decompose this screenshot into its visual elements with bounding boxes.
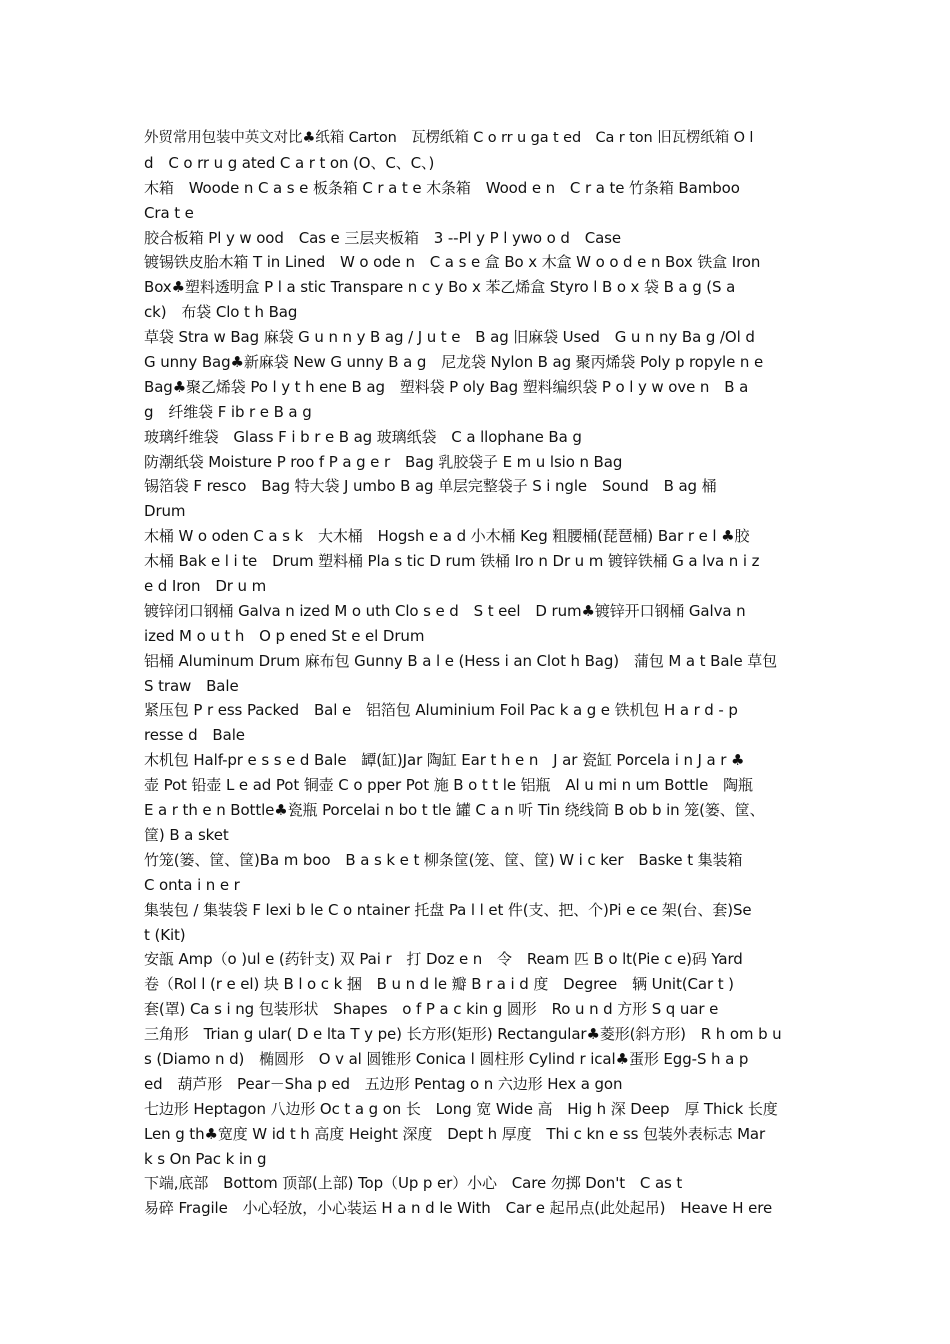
text-line: 镀锌闭口钢桶 Galva n ized M o uth Clo s e d S t eel D rum♣镀锌开口钢桶 Galva n [144, 601, 746, 620]
text-line: g 纤维袋 F ib r e B a g [144, 402, 312, 421]
text-line: S traw Bale [144, 676, 239, 695]
text-line: d C o rr u g ated C a r t on (O、C、C、) [144, 153, 435, 172]
text-line: C onta i n e r [144, 875, 240, 894]
text-line: 锡箔袋 F resco Bag 特大袋 J umbo B ag 单层完整袋子 S i ngle Sound B ag 桶 [144, 477, 717, 496]
text-line: 紧压包 P r ess Packed Bal e 铝箔包 Aluminium Foil Pac k a g e 铁机包 H a r d - p [144, 701, 738, 720]
text-line: 套(罩) Ca s i ng 包装形状 Shapes o f P a c kin g 圆形 Ro u n d 方形 S q uar e [144, 1000, 719, 1019]
text-line: 木机包 Half-pr e s s e d Bale 罈(缸)Jar 陶缸 Ear t h e n J ar 瓷缸 Porcela i n J a r ♣ [144, 751, 745, 770]
text-line: Drum [144, 502, 186, 521]
text-line: 外贸常用包装中英文对比♣纸箱 Carton 瓦楞纸箱 C o rr u ga t ed Ca r ton 旧瓦楞纸箱 O l [144, 130, 754, 146]
text-line: E a r th e n Bottle♣瓷瓶 Porcelai n bo t tle 罐 C a n 听 Tin 绕线筒 B ob b in 笼(篓、筐、 [144, 801, 765, 820]
text-line: 下端,底部 Bottom 顶部(上部) Top（Up p er）小心 Care 勿掷 Don't C as t [144, 1174, 683, 1193]
text-line: Box♣塑料透明盒 P l a stic Transpare n c y Bo x 苯乙烯盒 Styro l B o x 袋 B a g (S a [144, 278, 736, 297]
text-line: 防潮纸袋 Moisture P roo f P a g e r Bag 乳胶袋子 E m u lsio n Bag [144, 452, 623, 471]
text-line: 玻璃纤维袋 Glass F i b r e B ag 玻璃纸袋 C a llophane Ba g [144, 427, 582, 446]
text-line: resse d Bale [144, 726, 245, 745]
text-line: Bag♣聚乙烯袋 Po l y t h ene B ag 塑料袋 P oly Bag 塑料编织袋 P o l y w ove n B a [144, 377, 749, 396]
text-line: 壶 Pot 铅壶 L e ad Pot 铜壶 C o pper Pot 施 B o t t le 铝瓶 Al u mi n um Bottle 陶瓶 [144, 776, 753, 795]
text-line: Len g th♣宽度 W id t h 高度 Height 深度 Dept h 厚度 Thi c kn e ss 包装外表标志 Mar [144, 1124, 766, 1143]
text-line: ck) 布袋 Clo t h Bag [144, 303, 298, 322]
document-body [144, 126, 808, 1221]
text-line: e d Iron Dr u m [144, 577, 267, 596]
text-line: G unny Bag♣新麻袋 New G unny B a g 尼龙袋 Nylon B ag 聚丙烯袋 Poly p ropyle n e [144, 353, 764, 372]
text-line: 七边形 Heptagon 八边形 Oc t a g on 长 Long 宽 Wide 高 Hig h 深 Deep 厚 Thick 长度 [144, 1099, 778, 1118]
text-line: ized M o u t h O p ened St e el Drum [144, 626, 425, 645]
text-line: 镀锡铁皮胎木箱 T in Lined W o ode n C a s e 盒 Bo x 木盒 W o o d e n Box 铁盒 Iron [144, 253, 761, 272]
text-line: 木箱 Woode n C a s e 板条箱 C r a t e 木条箱 Wood e n C r a te 竹条箱 Bamboo [144, 178, 740, 197]
text-line: 安瓿 Amp（o )ul e (药针支) 双 Pai r 打 Doz e n 令 Ream 匹 B o lt(Pie c e)码 Yard [144, 950, 743, 969]
text-line: 胶合板箱 Pl y w ood Cas e 三层夹板箱 3 --Pl y P l ywo o d Case [144, 228, 622, 247]
text-line: 草袋 Stra w Bag 麻袋 G u n n y B ag / J u t e B ag 旧麻袋 Used G u n ny Ba g /Ol d [144, 328, 755, 347]
text-line: s (Diamo n d) 椭圆形 O v al 圆锥形 Conica l 圆柱形 Cylind r ical♣蛋形 Egg-S h a p [144, 1049, 749, 1068]
text-line: k s On Pac k in g [144, 1149, 267, 1168]
text-line: t (Kit) [144, 925, 186, 944]
text-line: Cra t e [144, 203, 194, 222]
text-line: 筐) B a sket [144, 825, 229, 844]
text-line: 集装包 / 集装袋 F lexi b le C o ntainer 托盘 Pa l l et 件(支、把、个)Pi e ce 架(台、套)Se [144, 900, 752, 919]
text-line: 竹笼(篓、筐、筐)Ba m boo B a s k e t 柳条筐(笼、筐、筐) W i c ker Baske t 集装箱 [144, 850, 743, 869]
text-line: 木桶 Bak e l i te Drum 塑料桶 Pla s tic D rum 铁桶 Iro n Dr u m 镀锌铁桶 G a lva n i z [144, 552, 760, 571]
text-line: 木桶 W o oden C a s k 大木桶 Hogsh e a d 小木桶 Keg 粗腰桶(琵琶桶) Bar r e l ♣胶 [144, 527, 750, 546]
text-line: 卷（Rol l (r e el) 块 B l o c k 捆 B u n d le 瓣 B r a i d 度 Degree 辆 Unit(Car t ) [144, 975, 734, 994]
text-line: ed 葫芦形 Pear－Sha p ed 五边形 Pentag o n 六边形 Hex a gon [144, 1074, 623, 1093]
text-line: 铝桶 Aluminum Drum 麻布包 Gunny B a l e (Hess i an Clot h Bag) 蒲包 M a t Bale 草包 [144, 651, 778, 670]
text-line: 易碎 Fragile 小心轻放，小心装运 H a n d le With Car e 起吊点(此处起吊) Heave H ere [144, 1199, 773, 1218]
text-line: 三角形 Trian g ular( D e lta T y pe) 长方形(矩形) Rectangular♣菱形(斜方形) R h om b u [144, 1025, 782, 1044]
